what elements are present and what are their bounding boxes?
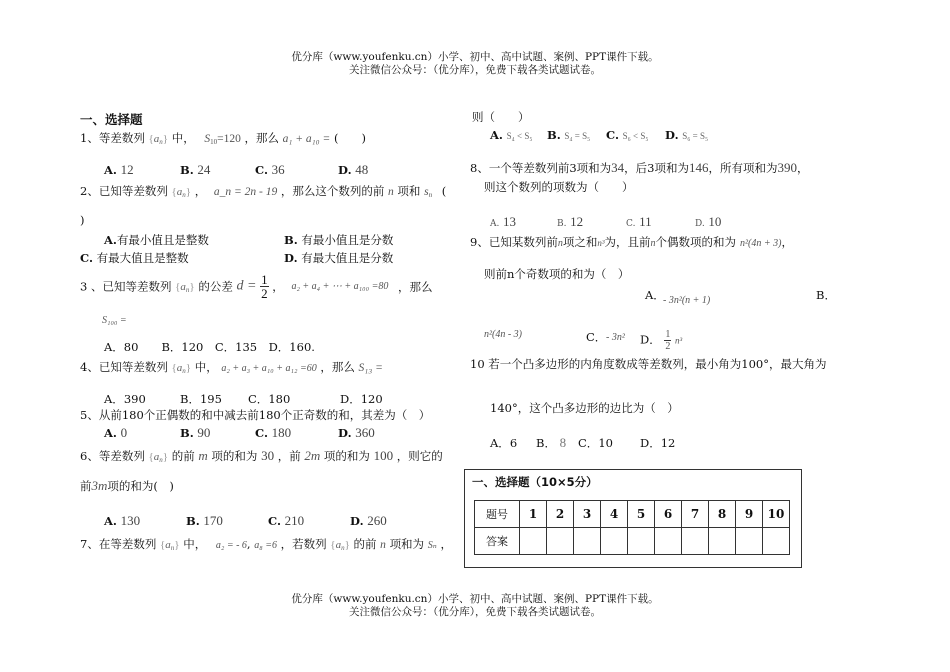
question-10-line-2: 140°，这个凸多边形的边比为（ ） bbox=[490, 401, 679, 415]
footer-line-1: 优分库（www.youfenku.cn）小学、初中、高中试题、案例、PPT课件下载。 bbox=[291, 593, 659, 605]
question-1-stem bbox=[80, 130, 366, 146]
q7-sequence: $\{a_n\}$ bbox=[159, 539, 180, 552]
q6-2m: 2m bbox=[304, 448, 321, 463]
q6-text-a: 6、等差数列 bbox=[80, 449, 145, 463]
question-7-stem: 7、在等差数列 $\{a_n\}$ 中， a₂ = - 6, a₈ =6 ，若数列 $\{a_n\}$ 的前 n 项和为 Sₙ ， bbox=[80, 537, 452, 552]
q3-text-d: ，那么 bbox=[397, 279, 433, 294]
q9-option-d: D． $\frac{1}{2}$ n³ bbox=[640, 329, 683, 352]
q5-option-b: B. 90 bbox=[180, 425, 211, 440]
answer-cell[interactable] bbox=[655, 528, 682, 555]
q4-sequence: $\{a_n\}$ bbox=[171, 362, 192, 375]
q2-paren-close: ) bbox=[80, 213, 85, 227]
q9-expression: n²(4n + 3) bbox=[740, 238, 782, 249]
q1-text-a: 1、等差数列 bbox=[80, 131, 145, 145]
section-title: 一、选择题 bbox=[80, 112, 143, 127]
question-9-stem: 9、已知某数列前n项之和n³为，且前n个偶数项的和为 n²(4n + 3)， bbox=[470, 235, 793, 249]
q7-option-c: C. S₆ < S₅ bbox=[606, 128, 649, 142]
q2-option-c: C. 有最大值且是整数 bbox=[80, 251, 189, 265]
question-9-line-2: 则前n个奇数项的和为（ ） bbox=[484, 267, 630, 281]
q2-text-d: 项和 bbox=[397, 184, 421, 198]
q5-option-d: D. 360 bbox=[338, 425, 375, 440]
question-number-cell: 7 bbox=[682, 501, 709, 528]
q6-text-b: 的前 bbox=[171, 449, 195, 463]
answer-grid bbox=[474, 500, 790, 555]
q4-option-d: D．120 bbox=[340, 392, 383, 406]
q6-text-c: 项的和为 bbox=[211, 449, 258, 463]
question-4-stem bbox=[80, 359, 383, 375]
q6-3m: 3m bbox=[91, 478, 108, 493]
q6-option-d: D. 260 bbox=[350, 513, 387, 528]
q1-option-b: B. 24 bbox=[180, 162, 211, 177]
q8-option-d: D. 10 bbox=[695, 214, 722, 229]
answer-cell[interactable] bbox=[709, 528, 736, 555]
q5-option-c: C. 180 bbox=[255, 425, 292, 440]
q5-option-a: A. 0 bbox=[104, 425, 128, 440]
question-number-cell: 5 bbox=[628, 501, 655, 528]
answer-cell[interactable] bbox=[601, 528, 628, 555]
answer-box-title: 一、选择题（10×5分） bbox=[472, 475, 598, 489]
q9-option-c-label: C． bbox=[586, 330, 607, 344]
q2-n: n bbox=[388, 186, 394, 198]
q2-paren-open: ( bbox=[441, 184, 447, 198]
question-number-cell: 8 bbox=[709, 501, 736, 528]
question-number-cell: 1 bbox=[520, 501, 547, 528]
answer-cell[interactable] bbox=[520, 528, 547, 555]
q1-expression: a₁ + a₁₀ = bbox=[282, 133, 331, 145]
question-8-stem: 8、一个等差数列前3项和为34，后3项和为146，所有项和为390， bbox=[470, 160, 809, 175]
q7-option-a: A. S₄ < S₅ bbox=[490, 128, 533, 142]
q7-continuation: 则（ ） bbox=[472, 110, 530, 124]
q9-option-b-label: B． bbox=[816, 288, 836, 302]
answer-grid-answer-row bbox=[475, 528, 790, 555]
q8-value-34: 34 bbox=[611, 160, 625, 175]
question-6-line-2: 前3m项的和为( ) bbox=[80, 478, 174, 493]
q3-fraction: $\frac{1}{2}$ bbox=[261, 272, 268, 301]
q9-option-a-expression: - 3n²(n + 1) bbox=[663, 295, 711, 306]
q7-sn: Sₙ bbox=[427, 540, 437, 551]
q3-text-a: 3 、已知等差数列 bbox=[80, 279, 172, 294]
q4-text-a: 4、已知等差数列 bbox=[80, 360, 168, 374]
q9-n: n bbox=[557, 238, 563, 249]
q2-formula: a_n = 2n - 19 bbox=[213, 186, 278, 198]
q9-n-2: n bbox=[650, 238, 656, 249]
q1-option-c: C. 36 bbox=[255, 162, 285, 177]
q1-paren: ( ) bbox=[333, 131, 366, 145]
q6-option-a: A. 130 bbox=[104, 513, 141, 528]
q8-option-a: A. 13 bbox=[490, 214, 517, 229]
q7-option-b: B. S₄ = S₅ bbox=[547, 128, 591, 142]
q6-m: m bbox=[198, 448, 208, 463]
q7-text-f: ， bbox=[440, 537, 452, 551]
q6-text-d: ，前 bbox=[277, 449, 301, 463]
question-number-cell: 4 bbox=[601, 501, 628, 528]
q9-option-c-expression: - 3n² bbox=[606, 332, 625, 343]
answer-cell[interactable] bbox=[682, 528, 709, 555]
question-3-stem bbox=[80, 273, 432, 300]
q3-sequence: $\{a_n\}$ bbox=[175, 280, 195, 294]
q9-option-a-label: A． bbox=[645, 288, 665, 302]
answer-box bbox=[464, 469, 802, 568]
q4-s13: S₁₃ = bbox=[358, 362, 383, 374]
question-2-stem bbox=[80, 183, 446, 199]
q4-option-b: B．195 bbox=[180, 392, 222, 406]
question-6-stem bbox=[80, 448, 443, 464]
q10-option-c: C．10 bbox=[578, 436, 613, 450]
q4-text-c: ，那么 bbox=[320, 360, 355, 374]
q3-text-b: 的公差 bbox=[198, 279, 233, 294]
q10-option-a: A．6 bbox=[490, 436, 518, 450]
answer-label: 答案 bbox=[475, 528, 520, 555]
q1-sequence: $\{a_n\}$ bbox=[148, 133, 169, 146]
answer-cell[interactable] bbox=[547, 528, 574, 555]
q7-sequence-2: $\{a_n\}$ bbox=[330, 539, 350, 552]
q4-option-a: A．390 bbox=[104, 392, 146, 406]
question-10-stem: 10 若一个凸多边形的内角度数成等差数列，最小角为100°，最大角为 bbox=[470, 357, 827, 371]
q4-text-b: 中， bbox=[194, 360, 218, 374]
q2-text-b: ， bbox=[194, 184, 207, 198]
q7-text-c: ，若数列 bbox=[280, 537, 327, 551]
answer-cell[interactable] bbox=[763, 528, 790, 555]
q7-n: n bbox=[380, 539, 386, 551]
q10-option-d: D．12 bbox=[640, 436, 676, 450]
q8-value-146: 146 bbox=[688, 160, 709, 175]
q2-option-b: B. 有最小值且是分数 bbox=[284, 233, 394, 247]
q1-option-d: D. 48 bbox=[338, 162, 369, 177]
q7-a2: a₂ = - 6 bbox=[215, 540, 247, 551]
q2-text-c: ，那么这个数列的前 bbox=[280, 184, 385, 198]
question-number-cell: 9 bbox=[736, 501, 763, 528]
q9-option-d-fraction: $\frac{1}{2}$ bbox=[665, 329, 671, 352]
answer-cell[interactable] bbox=[574, 528, 601, 555]
q7-text-a: 7、在等差数列 bbox=[80, 537, 157, 551]
q6-option-b: B. 170 bbox=[186, 513, 223, 528]
q1-text-b: 中， bbox=[171, 131, 195, 145]
question-number-cell: 3 bbox=[574, 501, 601, 528]
q2-sn: $s_n$ bbox=[424, 186, 433, 199]
q7-text-d: 的前 bbox=[353, 537, 377, 551]
q8-option-c: C. 11 bbox=[626, 214, 652, 229]
q1-text-c: ，那么 bbox=[244, 131, 280, 145]
question-5-stem: 5、从前180个正偶数的和中减去前180个正奇数的和，其差为（ ） bbox=[80, 408, 431, 422]
answer-cell[interactable] bbox=[736, 528, 763, 555]
q3-d: d = bbox=[236, 278, 257, 294]
q7-text-b: 中， bbox=[183, 537, 207, 551]
q8-value-390: 390 bbox=[777, 160, 797, 175]
question-number-cell: 2 bbox=[547, 501, 574, 528]
q2-text-a: 2、已知等差数列 bbox=[80, 184, 168, 198]
q2-option-a: A.有最小值且是整数 bbox=[104, 233, 209, 247]
question-number-cell: 10 bbox=[763, 501, 790, 528]
q3-s100: S₁₀₀ = bbox=[102, 315, 127, 326]
header-line-1: 优分库（www.youfenku.cn）小学、初中、高中试题、案例、PPT课件下载。 bbox=[291, 51, 659, 63]
q7-text-e: 项和为 bbox=[389, 537, 425, 551]
q2-sequence: $\{a_n\}$ bbox=[171, 186, 192, 199]
q7-option-d: D. S₆ = S₅ bbox=[665, 128, 709, 142]
q4-option-c: C．180 bbox=[248, 392, 291, 406]
footer-line-2: 关注微信公众号：（优分库），免费下载各类试题试卷。 bbox=[349, 606, 601, 618]
q7-a8: a₈ =6 bbox=[254, 540, 277, 551]
header-line-2: 关注微信公众号：（优分库），免费下载各类试题试卷。 bbox=[349, 64, 601, 76]
q1-option-a: A. 12 bbox=[104, 162, 134, 177]
q6-text-e: 项的和为 bbox=[323, 449, 370, 463]
answer-grid-header-row bbox=[475, 501, 790, 528]
q9-option-b-expression: n²(4n - 3) bbox=[484, 329, 522, 340]
q8-option-b: B. 12 bbox=[557, 214, 584, 229]
question-number-cell: 6 bbox=[655, 501, 682, 528]
q3-text-c: ， bbox=[272, 279, 284, 294]
question-8-line-2: 则这个数列的项数为（ ） bbox=[484, 180, 634, 194]
q1-condition: $S_{10}=120$ bbox=[204, 133, 241, 146]
q6-value-100: 100 bbox=[373, 448, 394, 463]
q9-n3: n³ bbox=[597, 238, 605, 248]
q3-sum-expression: a₂ + a₄ + ⋯ + a₁₀₀ =80 bbox=[291, 281, 389, 292]
q3-options: A．80 B．120 C．135 D．160. bbox=[104, 340, 315, 354]
q6-value-30: 30 bbox=[261, 448, 275, 463]
answer-cell[interactable] bbox=[628, 528, 655, 555]
q10-option-b: B． 8 bbox=[536, 435, 567, 450]
q6-sequence: $\{a_n\}$ bbox=[148, 451, 169, 464]
q2-option-d: D. 有最大值且是分数 bbox=[284, 251, 394, 265]
q4-expression: a₂ + a₃ + a₁₀ + a₁₂ =60 bbox=[221, 363, 317, 374]
question-number-label: 题号 bbox=[475, 501, 520, 528]
q6-option-c: C. 210 bbox=[268, 513, 305, 528]
q6-text-f: ，则它的 bbox=[396, 449, 443, 463]
